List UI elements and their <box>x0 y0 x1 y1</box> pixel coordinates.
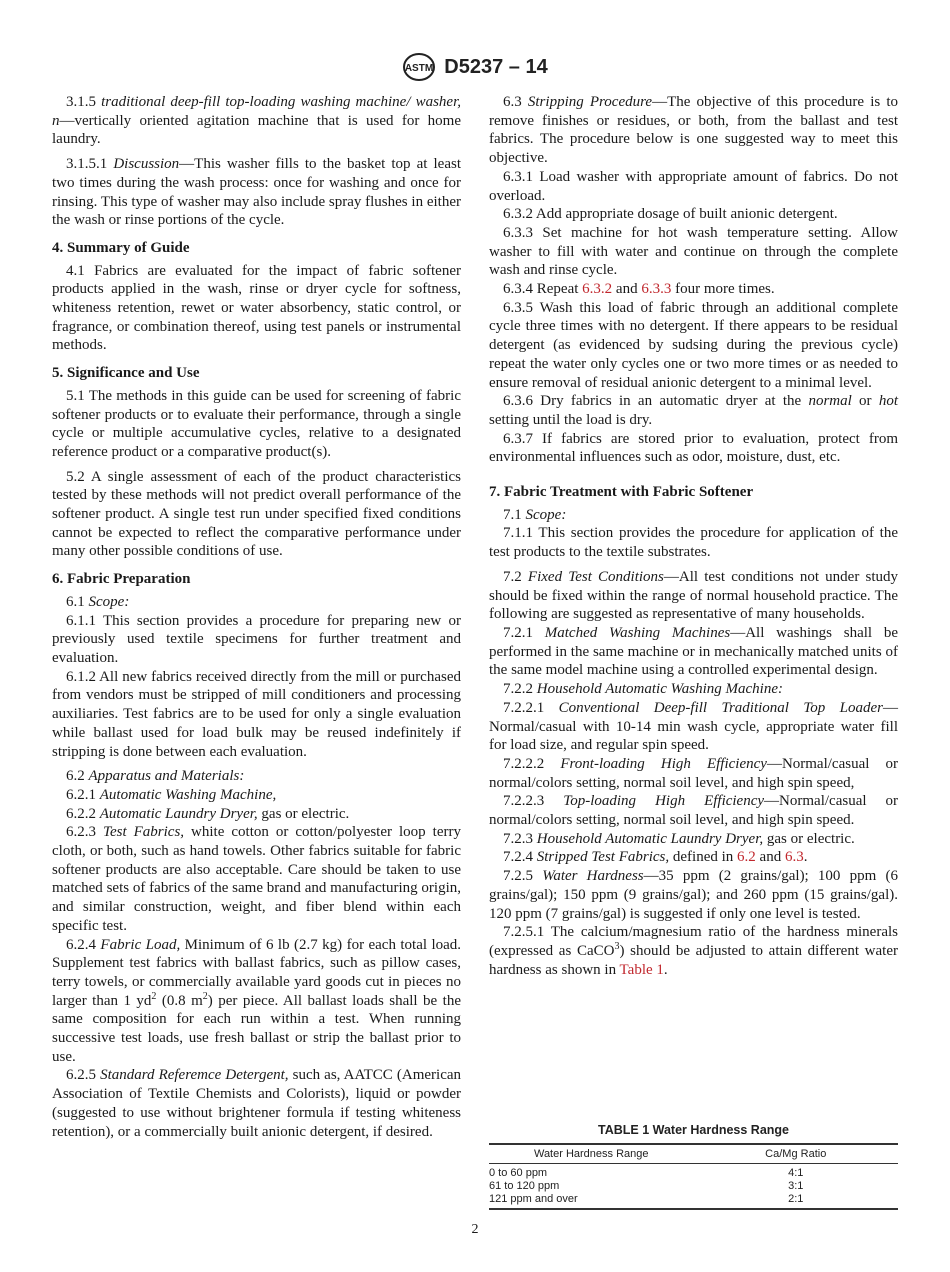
paragraph <box>489 755 898 792</box>
paragraph <box>52 668 461 762</box>
text: 7.1 <box>503 506 526 523</box>
text: 4.1 Fabrics are evaluated for the impact of fabric softener products applied in the wash, rinse or dryer cycle for softness, whiteness retention, rewet or water absorbency, static control, or fragrance, or combination thereof, using test panels or instrumental methods. <box>52 262 461 354</box>
italic-term: Automatic Laundry Dryer, <box>99 805 258 822</box>
text: 5.1 The methods in this guide can be used for screening of fabric softener products or to evaluate their performance, through a single cycle or multiple accumulative cycles, relative to a designated reference product or a comparative product(s). <box>52 387 461 460</box>
paragraph <box>52 805 461 824</box>
paragraph <box>52 767 461 786</box>
cross-reference-link[interactable]: 6.3 <box>784 849 804 866</box>
text: and <box>612 281 642 298</box>
paragraph <box>489 848 898 867</box>
text: 6.2.3 <box>66 824 103 841</box>
text: . <box>663 961 668 978</box>
text: —Normal/casual or normal/colors setting, normal soil level, and high spin speed. <box>489 793 899 829</box>
text: —All washings shall be performed in the same machine or in mechanically matched units of the same model machine using a controlled experimental design. <box>489 624 898 679</box>
italic-term: Test Fabrics, <box>103 824 185 841</box>
right-column <box>489 93 898 979</box>
text: 5.2 A single assessment of each of the product characteristics tested by these methods will not predict overall performance of the softener product. A single test run under specified fixed conditions cannot be expected to reflect the comparative performance under many other possible conditions of use. <box>52 468 461 560</box>
column-header: Water Hardness Range <box>533 1148 649 1160</box>
paragraph <box>52 93 461 149</box>
text: 6.3.1 Load washer with appropriate amount of fabrics. Do not overload. <box>489 168 898 204</box>
italic-term: Stripping Procedure <box>527 94 653 110</box>
italic-term: Conventional Deep-fill Traditional Top Loader <box>558 699 883 716</box>
paragraph <box>489 923 898 979</box>
italic-term: Front-loading High Efficiency <box>560 755 767 772</box>
section-heading <box>489 483 898 502</box>
table-cell: 4:1 <box>788 1167 804 1179</box>
page-header <box>0 52 950 82</box>
paragraph <box>489 568 898 624</box>
table-caption: TABLE 1 Water Hardness Range <box>597 1123 789 1137</box>
italic-term: Water Hardness <box>542 868 644 885</box>
paragraph <box>489 205 898 224</box>
italic-term: Stripped Test Fabrics, <box>536 849 670 866</box>
text: setting until the load is dry. <box>489 411 653 428</box>
text: 7.2.5.1 The calcium/magnesium ratio of the hardness minerals (expressed as CaCO <box>489 924 898 959</box>
paragraph <box>489 93 898 168</box>
water-hardness-table <box>489 1123 898 1210</box>
cross-reference-link[interactable]: 6.3.3 <box>641 281 672 298</box>
paragraph <box>52 786 461 805</box>
text: 6.2.1 <box>66 786 100 803</box>
table-cell: 0 to 60 ppm <box>489 1167 548 1179</box>
text: such as, AATCC (American Association of Textile Chemists and Colorists), liquid or powder (suggested to use without brightener formula if testing whiteness retention), or a commercially built anionic detergent, if desired. <box>52 1067 462 1140</box>
text: 4. Summary of Guide <box>52 239 190 256</box>
paragraph <box>489 867 898 923</box>
text: white cotton or cotton/polyester loop terry cloth, or both, such as hand towels. Other fabrics suitable for fabric softener products are also acceptable. Care should be taken to use matched sets of fabrics of the same brand and manufacturing origin, and similar construction, weight, and fiber blend within each specific test. <box>52 824 461 934</box>
text: 7.2.4 <box>503 849 537 866</box>
text: 7.2 <box>503 568 528 585</box>
text: 6.3.6 Dry fabrics in an automatic dryer at the <box>503 393 809 410</box>
text: 6.3.3 Set machine for hot wash temperature setting. Allow washer to fill with water and continue on through the complete wash and rinse cycle. <box>489 224 898 279</box>
paragraph <box>52 468 461 562</box>
italic-term: normal <box>808 393 852 410</box>
paragraph <box>52 155 461 230</box>
text: 6.2 <box>66 768 89 785</box>
paragraph <box>489 792 898 829</box>
left-column <box>52 93 461 1141</box>
paragraph <box>52 593 461 612</box>
text: 7.1.1 This section provides the procedure for application of the test products to the textile substrates. <box>489 525 898 561</box>
table-cell: 3:1 <box>788 1180 804 1192</box>
paragraph <box>489 506 898 525</box>
text: —vertically oriented agitation machine that is used for home laundry. <box>52 112 461 148</box>
text: —All test conditions not under study should be fixed within the range of normal household practice. The following are suggested as representative of many households. <box>489 568 899 623</box>
italic-term: Scope: <box>88 593 130 610</box>
text: 6.3.2 Add appropriate dosage of built anionic detergent. <box>503 206 838 223</box>
italic-term: Standard Referemce Detergent, <box>100 1067 289 1084</box>
cross-reference-link[interactable]: 6.3.2 <box>582 281 613 298</box>
text: four more times. <box>671 281 775 298</box>
paragraph <box>489 624 898 680</box>
text: 3.1.5 <box>66 94 102 110</box>
italic-term: Discussion <box>113 156 180 173</box>
italic-term: Fixed Test Conditions <box>527 568 664 585</box>
paragraph <box>52 612 461 668</box>
italic-term: Matched Washing Machines <box>544 624 731 641</box>
text: 6.2.2 <box>66 805 100 822</box>
paragraph <box>52 936 461 1067</box>
document-designation: D5237 – 14 <box>444 55 548 78</box>
table-row <box>489 1193 898 1209</box>
italic-term: Top-loading High Efficiency <box>563 793 765 810</box>
paragraph <box>52 262 461 356</box>
column-header: Ca/Mg Ratio <box>765 1148 827 1160</box>
text: 6. Fabric Preparation <box>52 571 191 588</box>
text: 6.1.2 All new fabrics received directly from the mill or purchased from vendors must be stripped of mill conditioners and processing auxiliaries. Test fabrics are to be used for only a single evaluation while ballast used for load bulk may be reused indefinitely if stripping is done between each evaluation. <box>52 668 461 760</box>
italic-term: hot <box>878 393 899 410</box>
paragraph <box>489 699 898 755</box>
text: 7. Fabric Treatment with Fabric Softener <box>489 484 754 501</box>
text: 7.2.2.3 <box>503 793 564 810</box>
text: 7.2.5 <box>503 868 543 885</box>
text: 6.2.5 <box>66 1067 101 1084</box>
text: . <box>803 849 808 866</box>
text: ) should be adjusted to attain different water hardness as shown in <box>489 942 898 978</box>
text: —Normal/casual with 10-14 min wash cycle, appropriate water fill for load size, and regular spin speed. <box>489 699 898 754</box>
table-row <box>489 1180 898 1193</box>
superscript: 3 <box>614 940 620 952</box>
text: 6.2.4 <box>66 936 101 953</box>
section-heading <box>52 364 461 383</box>
cross-reference-link[interactable]: Table 1 <box>619 961 664 978</box>
text: 6.3.4 Repeat <box>503 281 583 298</box>
section-heading <box>52 570 461 589</box>
paragraph <box>52 823 461 935</box>
table-cell: 61 to 120 ppm <box>489 1180 560 1192</box>
paragraph <box>489 524 898 561</box>
superscript: 2 <box>202 990 208 1002</box>
text: defined in <box>669 849 738 866</box>
paragraph <box>489 168 898 205</box>
page-number: 2 <box>471 1222 479 1237</box>
text: (0.8 m <box>156 992 203 1009</box>
table-header-row <box>489 1144 898 1164</box>
italic-term: Apparatus and Materials: <box>88 768 245 785</box>
text: gas or electric. <box>763 830 855 847</box>
text: —35 ppm (2 grains/gal); 100 ppm (6 grains/gal); 150 ppm (9 grains/gal); and 260 ppm (15 grains/gal). 120 ppm (7 grains/gal) is suggested if only one level is tested. <box>489 868 898 922</box>
text: 6.3 <box>503 94 528 110</box>
paragraph <box>489 280 898 299</box>
paragraph <box>489 830 898 849</box>
italic-term: Household Automatic Washing Machine: <box>536 681 783 698</box>
italic-term: Scope: <box>525 506 567 523</box>
text: 7.2.3 <box>503 830 537 847</box>
paragraph <box>489 680 898 699</box>
text: 7.2.2.2 <box>503 755 561 772</box>
paragraph <box>489 224 898 280</box>
italic-term: Household Automatic Laundry Dryer, <box>536 830 764 847</box>
section-heading <box>52 239 461 258</box>
superscript: 2 <box>151 990 157 1002</box>
text: 6.3.7 If fabrics are stored prior to evaluation, protect from environmental influences such as odor, moisture, dust, etc. <box>489 430 898 466</box>
table-cell: 121 ppm and over <box>489 1193 578 1205</box>
text: 5. Significance and Use <box>52 365 200 382</box>
table-cell: 2:1 <box>788 1193 804 1205</box>
paragraph <box>489 392 898 429</box>
astm-logo-icon <box>402 52 436 82</box>
italic-term: Fabric Load, <box>100 936 181 953</box>
paragraph <box>52 1066 461 1141</box>
text: 6.1.1 This section provides a procedure for preparing new or previously used textile specimens for further treatment and evaluation. <box>52 612 461 666</box>
text: 6.1 <box>66 593 89 610</box>
text: 7.2.1 <box>503 624 545 641</box>
text: —This washer fills to the basket top at least two times during the wash process: once for washing and once for rinsing. This type of washer may also include spray flushes in either the wash or rinse portions of the cycle. <box>52 156 462 229</box>
italic-term: traditional deep-fill top-loading washing machine/ washer, n <box>52 94 461 129</box>
text: 7.2.2 <box>503 681 537 698</box>
italic-term: Automatic Washing Machine, <box>99 786 277 803</box>
text: Minimum of 6 lb (2.7 kg) for each total load. Supplement test fabrics with ballast fabrics, such as pillow cases, terry towels, or commercially available yard goods cut in pieces no larger than 1 yd <box>52 936 462 1009</box>
text: —The objective of this procedure is to remove finishes or residues, or both, from the ballast and test fabrics. The procedure below is one suggested way to meet this objective. <box>489 94 898 167</box>
paragraph <box>489 430 898 467</box>
text: 3.1.5.1 <box>66 156 114 173</box>
text: 6.3.5 Wash this load of fabric through an additional complete cycle three times with no detergent. If there appears to be residual detergent (as evidenced by sudsing during the previous cycle) repeat the water only cycles one or two more times or as needed to ensure removal of residual anionic detergent to a minimal level. <box>489 299 898 391</box>
text: or <box>851 393 879 410</box>
text: 7.2.2.1 <box>503 699 559 716</box>
paragraph <box>52 387 461 462</box>
table-row <box>489 1164 898 1181</box>
paragraph <box>489 299 898 393</box>
cross-reference-link[interactable]: 6.2 <box>737 849 756 866</box>
text: and <box>755 849 785 866</box>
text: —Normal/casual or normal/colors setting, normal soil level, and high spin speed, <box>489 755 898 791</box>
text: ) per piece. All ballast loads shall be the same composition for each run within a test. When running successive test loads, use fresh ballast or strip the ballast prior to use. <box>52 992 461 1065</box>
text: gas or electric. <box>257 805 350 822</box>
svg-text:ASTM: ASTM <box>405 63 434 74</box>
